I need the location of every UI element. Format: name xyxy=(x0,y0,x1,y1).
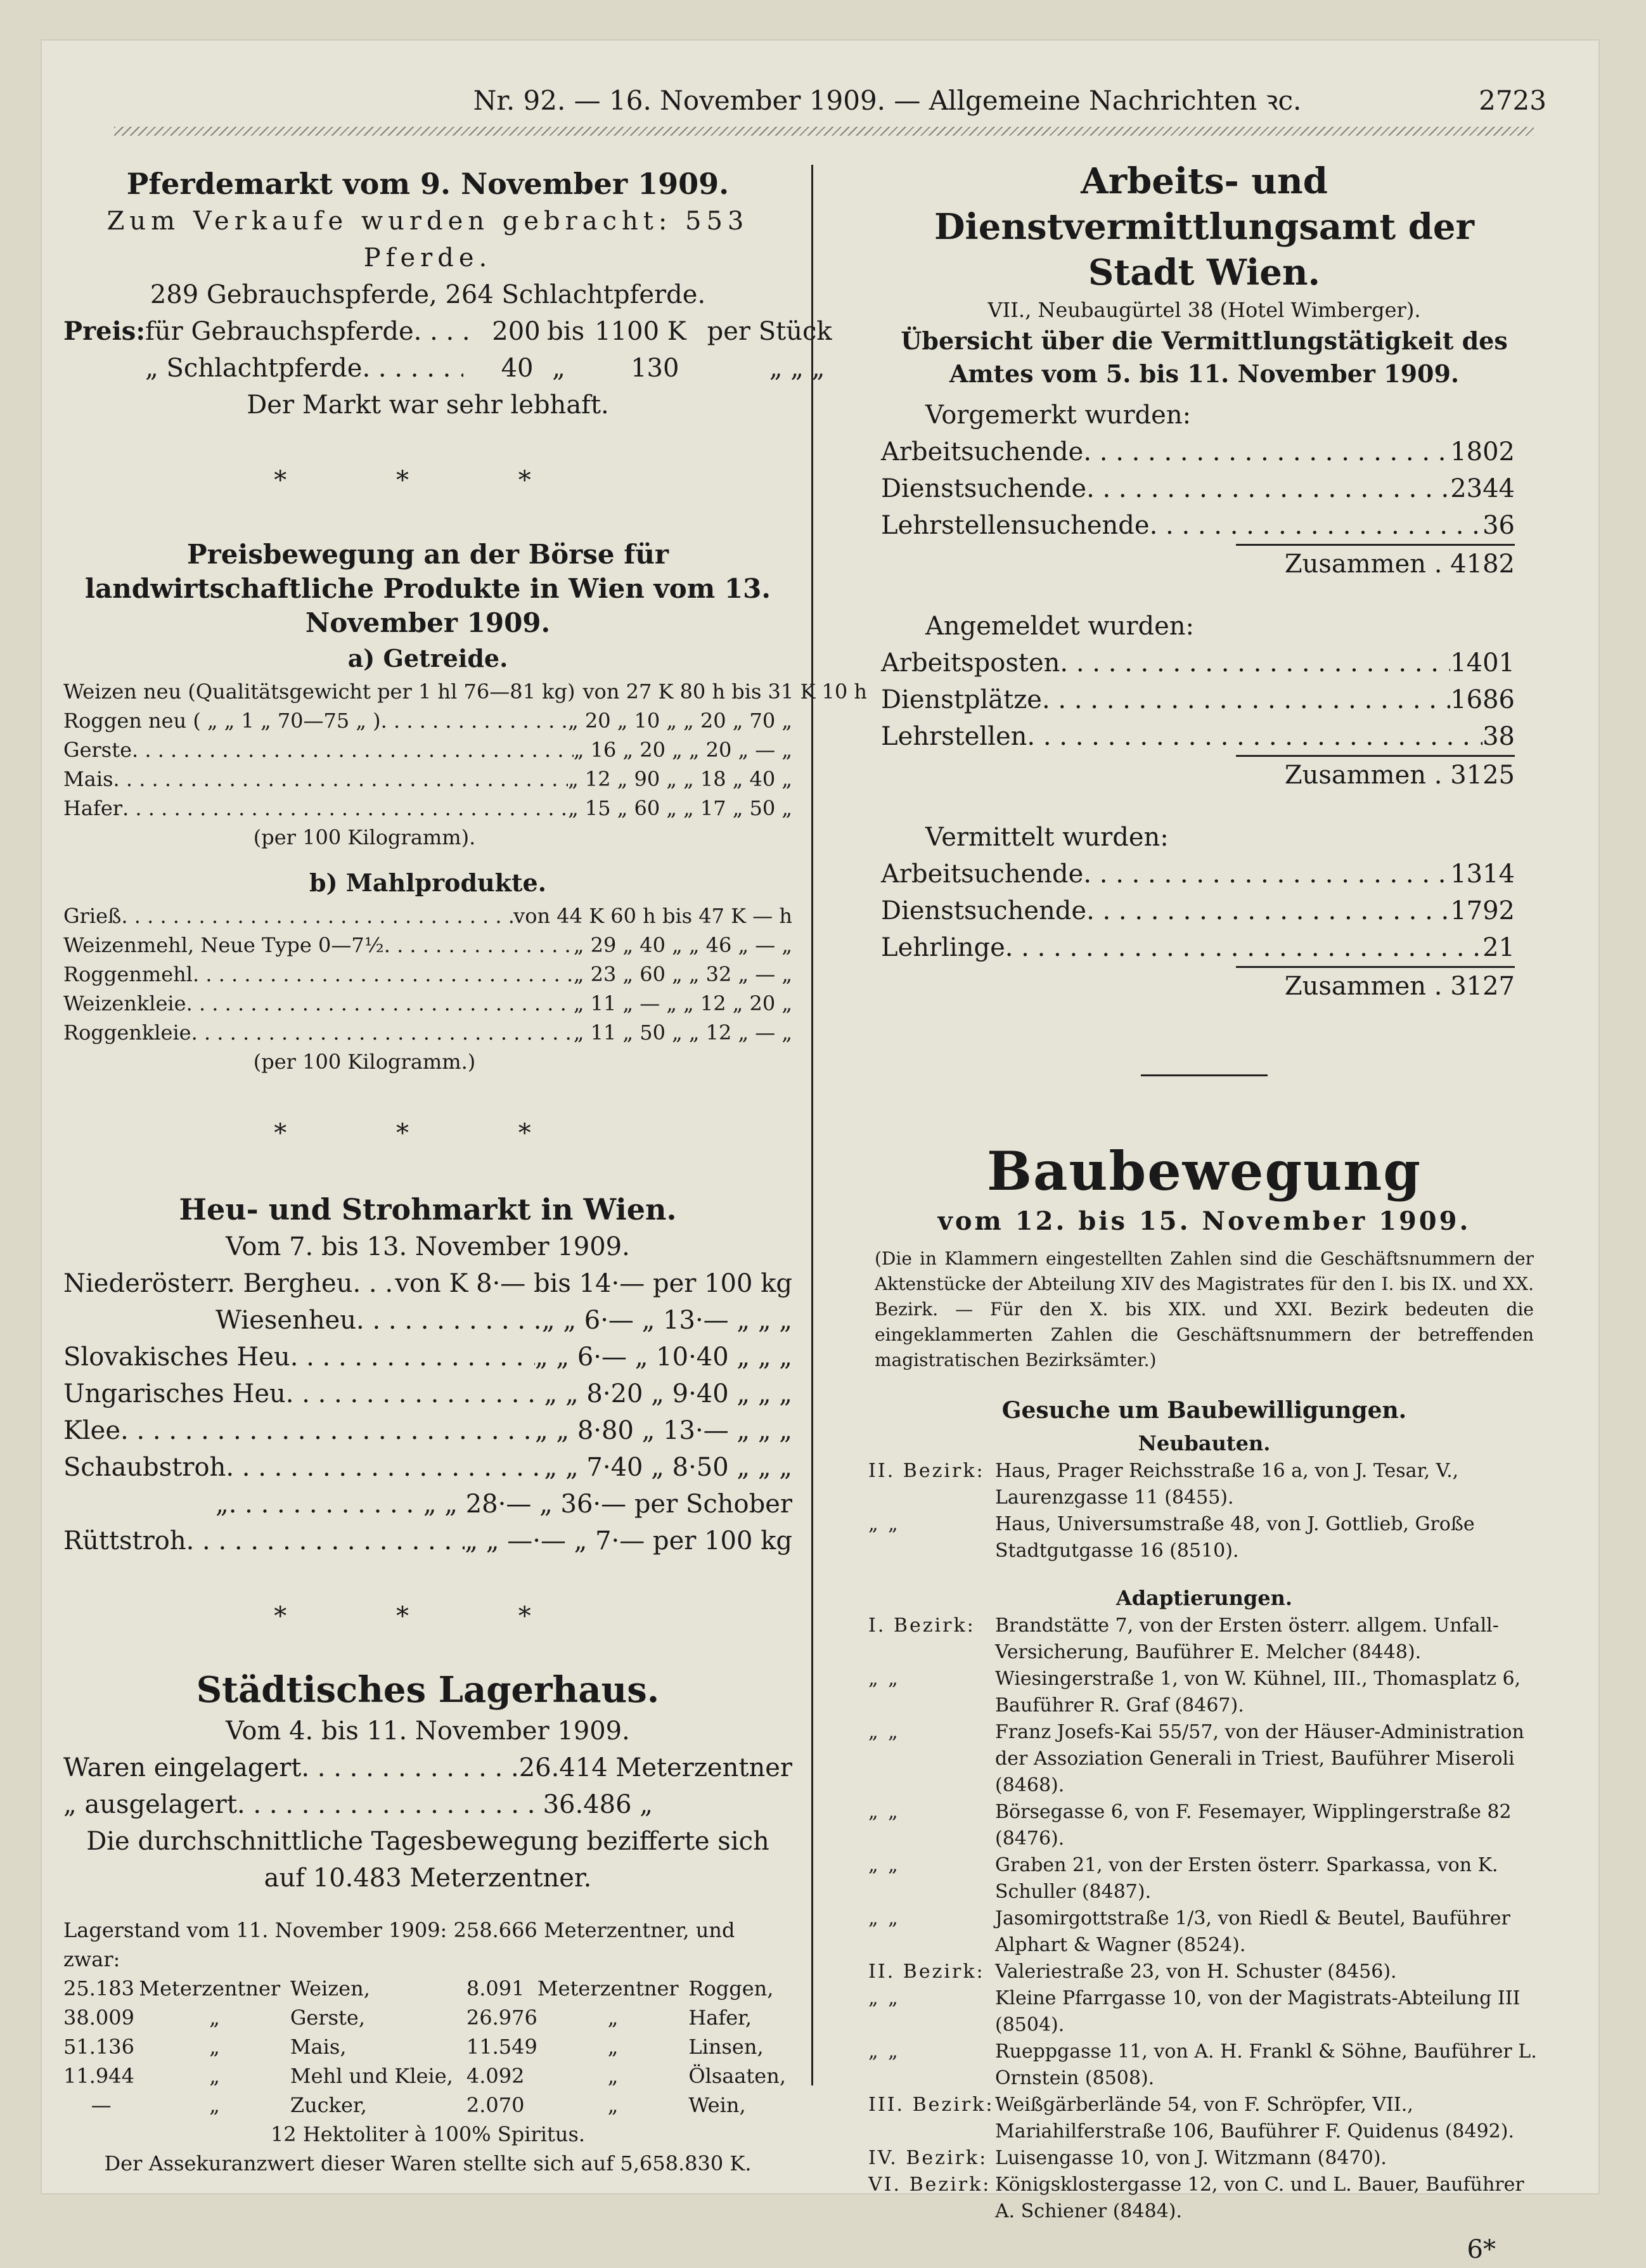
group-head: Angemeldet wurden: xyxy=(925,612,1195,641)
list-item: „ „ Rueppgasse 11, von A. H. Frankl & Söhne, Bauführer L. Ornstein (8508). xyxy=(868,2040,1537,2089)
pferdemarkt-line2: 289 Gebrauchspferde, 264 Schlachtpferde. xyxy=(150,280,706,309)
separator-stars: * * * xyxy=(274,1602,582,1631)
column-rule xyxy=(811,165,813,2085)
list-item: IV. Bezirk: Luisengasse 10, von J. Witzmann (8470). xyxy=(868,2147,1387,2169)
arbeitsamt-group xyxy=(868,819,1540,1005)
table-row: Hafer . . . „ 15 „ 60 „ „ 17 „ 50 „ xyxy=(63,794,792,823)
table-row: Lehrstellensuchende . . . 36 xyxy=(881,507,1515,544)
table-row: — „ Zucker, 2.070 „ Wein, xyxy=(91,2093,746,2117)
table-row: Roggenkleie . . . „ 11 „ 50 „ „ 12 „ — „ xyxy=(63,1018,792,1047)
list-item: „ „ Haus, Universumstraße 48, von J. Gottlieb, Große Stadtgutgasse 16 (8510). xyxy=(868,1513,1475,1562)
table-row: Dienstsuchende . . . 1792 xyxy=(881,892,1515,929)
group-head: Vermittelt wurden: xyxy=(925,823,1169,852)
adaptierungen-heading: Adaptierungen. xyxy=(1116,1586,1293,1610)
lagerhaus-assekuranz: Der Assekuranzwert dieser Waren stellte sich auf 5,658.830 K. xyxy=(104,2151,752,2175)
lagerhaus-subtitle: Vom 4. bis 11. November 1909. xyxy=(226,1717,630,1746)
bau-note: (Die in Klammern eingestellten Zahlen sind die Geschäftsnummern der Aktenstücke der Abteilung XIV des Magistrates für den I. bis IX. und XX. Bezirk. — Für den X. bis XIX. und XXI. Bezirk bedeuten die eingeklammerten Zahlen die Geschäftsnummern der betreffenden magistratischen Bezirksämter.) xyxy=(875,1248,1534,1370)
heu-title: Heu- und Strohmarkt in Wien. xyxy=(179,1192,677,1227)
gesuche-heading: Gesuche um Baubewilligungen. xyxy=(1001,1397,1407,1424)
table-row: Weizen neu (Qualitätsgewicht per 1 hl 76—81 kg) von 27 K 80 h bis 31 K 10 h xyxy=(63,680,868,704)
list-item: II. Bezirk: Haus, Prager Reichsstraße 16 a, von J. Tesar, V., Laurenzgasse 11 (8455). xyxy=(868,1460,1459,1509)
neubauten-list xyxy=(868,1458,1540,1564)
pferdemarkt-title: Pferdemarkt vom 9. November 1909. xyxy=(126,167,730,201)
table-row: Klee . . . „ „ 8·80 „ 13·— „ „ „ xyxy=(63,1412,792,1449)
arbeitsamt-group xyxy=(868,608,1540,794)
table-row: 11.944 „ Mehl und Kleie, 4.092 „ Ölsaaten, xyxy=(63,2064,786,2088)
adaptierungen-list xyxy=(868,1613,1540,2225)
lagerhaus-table xyxy=(63,1974,786,2120)
price-row: „ Schlachtpferde . . . 40 „ 130 „ „ „ xyxy=(145,350,832,387)
section-divider xyxy=(1141,1074,1268,1076)
sum-row: Zusammen . 4182 xyxy=(1236,544,1515,583)
header-rule xyxy=(114,127,1534,136)
table-row: Mais . . . „ 12 „ 90 „ „ 18 „ 40 „ xyxy=(63,764,792,794)
separator-stars: * * * xyxy=(274,1119,582,1148)
boerse-b-title: b) Mahlprodukte. xyxy=(309,868,546,897)
table-row: Weizenkleie . . . „ 11 „ — „ „ 12 „ 20 „ xyxy=(63,989,792,1018)
list-item: VI. Bezirk: Königsklostergasse 12, von C. und L. Bauer, Bauführer A. Schiener (8484). xyxy=(868,2174,1524,2222)
sum-row: Zusammen . 3127 xyxy=(1236,966,1515,1005)
table-row: Rüttstroh . . . „ „ —·— „ 7·— per 100 kg xyxy=(63,1523,792,1559)
price-label: Preis: xyxy=(63,316,146,346)
table-row: Lehrlinge . . . 21 xyxy=(881,929,1515,966)
table-row: 25.183 Meterzentner Weizen, 8.091 Meterzentner Roggen, xyxy=(63,1976,774,2001)
list-item: „ „ Kleine Pfarrgasse 10, von der Magistrats-Abteilung III (8504). xyxy=(868,1987,1521,2036)
bau-subtitle: vom 12. bis 15. November 1909. xyxy=(937,1206,1471,1236)
group-head: Vorgemerkt wurden: xyxy=(925,401,1192,430)
list-item: „ „ Jasomirgottstraße 1/3, von Riedl & Beutel, Bauführer Alphart & Wagner (8524). xyxy=(868,1907,1510,1956)
arbeitsamt-group xyxy=(868,397,1540,583)
table-row: Arbeitsuchende . . . 1802 xyxy=(881,434,1515,470)
neubauten-heading: Neubauten. xyxy=(1138,1431,1271,1455)
table-row: Dienstplätze . . . 1686 xyxy=(881,681,1515,718)
table-row: Grieß . . . von 44 K 60 h bis 47 K — h xyxy=(63,901,792,931)
table-row: Lehrstellen . . . 38 xyxy=(881,718,1515,755)
pferdemarkt-price xyxy=(63,313,832,387)
table-row: 38.009 „ Gerste, 26.976 „ Hafer, xyxy=(63,2006,752,2030)
boerse-b-table xyxy=(63,901,792,1047)
table-row: „ . . . „ „ 28·— „ 36·— per Schober xyxy=(63,1486,792,1523)
boerse-a-title: a) Getreide. xyxy=(347,644,508,673)
price-row: für Gebrauchspferde . . . 200 bis 1100 K per Stück xyxy=(145,313,832,350)
table-row: Arbeitsposten . . . 1401 xyxy=(881,645,1515,681)
table-row: 51.136 „ Mais, 11.549 „ Linsen, xyxy=(63,2035,764,2059)
lagerhaus-text: Die durchschnittliche Tagesbewegung bezifferte sich auf 10.483 Meterzentner. xyxy=(86,1827,769,1893)
heu-subtitle: Vom 7. bis 13. November 1909. xyxy=(226,1232,630,1261)
list-item: II. Bezirk: Valeriestraße 23, von H. Schuster (8456). xyxy=(868,1961,1397,1983)
table-row: Weizenmehl, Neue Type 0—7½ . . . „ 29 „ 40 „ „ 46 „ — „ xyxy=(63,931,792,960)
table-row: Gerste . . . „ 16 „ 20 „ „ 20 „ — „ xyxy=(63,735,792,764)
table-row: Niederösterr. Bergheu . . . von K 8·— bis 14·— per 100 kg xyxy=(63,1265,792,1302)
bau-title: Baubewegung xyxy=(986,1140,1422,1202)
list-item: „ „ Wiesingerstraße 1, von W. Kühnel, III., Thomasplatz 6, Bauführer R. Graf (8467). xyxy=(868,1668,1521,1717)
list-item: „ „ Franz Josefs-Kai 55/57, von der Häuser-Administration der Assoziation Generali in Triest, Bauführer Miseroli (8468). xyxy=(868,1721,1524,1796)
table-row: Schaubstroh . . . „ „ 7·40 „ 8·50 „ „ „ xyxy=(63,1449,792,1486)
page-number: 2723 xyxy=(1479,85,1546,116)
heu-table xyxy=(63,1265,792,1559)
list-item: „ „ Börsegasse 6, von F. Fesemayer, Wipplingerstraße 82 (8476). xyxy=(868,1801,1512,1850)
boerse-title: Preisbewegung an der Börse für landwirtschaftliche Produkte in Wien vom 13. November 1909. xyxy=(85,539,771,638)
table-row: Dienstsuchende . . . 2344 xyxy=(881,470,1515,507)
boerse-a-note: (per 100 Kilogramm). xyxy=(253,825,476,849)
table-row: „ ausgelagert . . . 36.486 „ xyxy=(63,1786,792,1823)
table-row: Roggenmehl . . . „ 23 „ 60 „ „ 32 „ — „ xyxy=(63,960,792,989)
table-row: Wiesenheu . . . „ „ 6·— „ 13·— „ „ „ xyxy=(63,1302,792,1339)
sum-row: Zusammen . 3125 xyxy=(1236,755,1515,794)
lagerhaus-title: Städtisches Lagerhaus. xyxy=(196,1669,660,1711)
list-item: I. Bezirk: Brandstätte 7, von der Ersten österr. allgem. Unfall-Versicherung, Bauführer E. Melcher (8448). xyxy=(868,1614,1499,1663)
lagerhaus-stand: Lagerstand vom 11. November 1909: 258.666 Meterzentner, und zwar: xyxy=(63,1918,735,1971)
table-row: Waren eingelagert . . . 26.414 Meterzentner xyxy=(63,1749,792,1786)
list-item: III. Bezirk: Weißgärberlände 54, von F. Schröpfer, VII., Mariahilferstraße 106, Bauführer F. Quidenus (8492). xyxy=(868,2094,1514,2142)
table-row: Slovakisches Heu . . . „ „ 6·— „ 10·40 „ „ „ xyxy=(63,1339,792,1376)
running-title: Nr. 92. — 16. November 1909. — Allgemeine Nachrichten ꝛc. xyxy=(473,85,1302,116)
table-row: Roggen neu ( „ „ 1 „ 70—75 „ ) . . . „ 20 „ 10 „ „ 20 „ 70 „ xyxy=(63,706,792,735)
running-header xyxy=(114,77,1546,124)
arbeitsamt-title: Arbeits- und Dienstvermittlungsamt der Stadt Wien. xyxy=(934,160,1475,293)
list-item: „ „ Graben 21, von der Ersten österr. Sparkassa, von K. Schuller (8487). xyxy=(868,1854,1498,1903)
left-column xyxy=(63,146,868,2178)
signature-mark: 6* xyxy=(1467,2235,1496,2264)
lagerhaus-spiritus: 12 Hektoliter à 100% Spiritus. xyxy=(270,2122,586,2146)
pferdemarkt-line1: Zum Verkaufe wurden gebracht: 553 Pferde. xyxy=(106,207,749,273)
boerse-b-note: (per 100 Kilogramm.) xyxy=(253,1050,476,1074)
separator-stars: * * * xyxy=(274,466,582,495)
boerse-a-table xyxy=(63,677,868,823)
arbeitsamt-address: VII., Neubaugürtel 38 (Hotel Wimberger). xyxy=(987,298,1421,322)
right-column xyxy=(868,146,1540,2268)
arbeitsamt-subtitle: Übersicht über die Vermittlungstätigkeit des Amtes vom 5. bis 11. November 1909. xyxy=(901,326,1508,388)
table-row: Arbeitsuchende . . . 1314 xyxy=(881,856,1515,892)
table-row: Ungarisches Heu . . . „ „ 8·20 „ 9·40 „ „ „ xyxy=(63,1376,792,1412)
pferdemarkt-note: Der Markt war sehr lebhaft. xyxy=(247,390,609,420)
